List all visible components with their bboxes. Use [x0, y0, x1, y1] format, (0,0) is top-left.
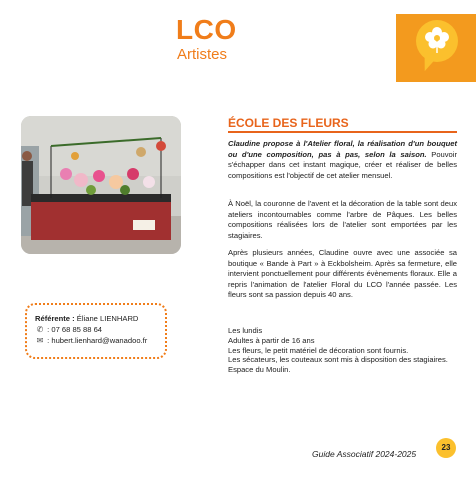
- info-age: Adultes à partir de 16 ans: [228, 335, 315, 345]
- paragraph-events: À Noël, la couronne de l'avent et la décoration de la table sont deux ateliers incontournables comme l'arbre de Pâques. Les belles compositions réalisées lors de l'atelier sont emportées par les stagiaires.: [228, 199, 457, 240]
- page-title: LCO: [176, 14, 237, 45]
- info-schedule: Les lundis: [228, 326, 263, 335]
- flower-table-photo: [21, 116, 181, 254]
- info-materials: Les fleurs, le petit matériel de décoration sont fournis.: [228, 345, 409, 355]
- workshop-photo: [21, 116, 181, 254]
- phone-number: : 07 68 85 88 64: [47, 325, 103, 334]
- info-tools: Les sécateurs, les couteaux sont mis à disposition des stagiaires.: [228, 355, 448, 365]
- page-number: 23: [436, 438, 456, 458]
- page-subtitle: Artistes: [177, 46, 228, 63]
- referent-label: Référente :: [35, 314, 75, 323]
- contact-phone: [35, 325, 102, 334]
- paragraph-biography: Après plusieurs années, Claudine ouvre avec une associée sa boutique « Bande à Part » à Eckbolsheim. Après sa fermeture, elle intervient ponctuellement pour différents évènements floraux. Elle a repris l'animation de l'atelier Floral du LCO l'année passée. Les fleurs sont sa passion depuis 40 ans.: [228, 248, 457, 300]
- flower-logo-icon: [422, 24, 452, 54]
- speech-bubble-tail: [420, 52, 438, 73]
- intro-paragraph: [228, 139, 457, 181]
- intro-emphasis: Claudine propose à l'Atelier floral, la réalisation d'un bouquet ou d'une composition, pas à pas, selon la saison.: [228, 139, 457, 159]
- phone-icon: ✆: [36, 325, 44, 334]
- section-title: ÉCOLE DES FLEURS: [228, 116, 349, 130]
- practical-info: [228, 326, 457, 375]
- contact-referent: [35, 314, 138, 323]
- guide-footer: Guide Associatif 2024-2025: [312, 449, 417, 459]
- title-underline: [228, 131, 457, 133]
- contact-box: [25, 303, 167, 359]
- email-icon: ✉: [36, 336, 44, 345]
- email-address: : hubert.lienhard@wanadoo.fr: [47, 336, 148, 345]
- contact-email: [35, 336, 147, 345]
- referent-name: Éliane LIENHARD: [76, 314, 139, 323]
- intro-text: Pouvoir s'échapper dans cet instant magique, créer et réaliser de belles compositions est l'objectif de cet atelier mensuel.: [228, 149, 458, 180]
- info-location: Espace du Moulin.: [228, 365, 291, 375]
- category-logo: [396, 14, 476, 82]
